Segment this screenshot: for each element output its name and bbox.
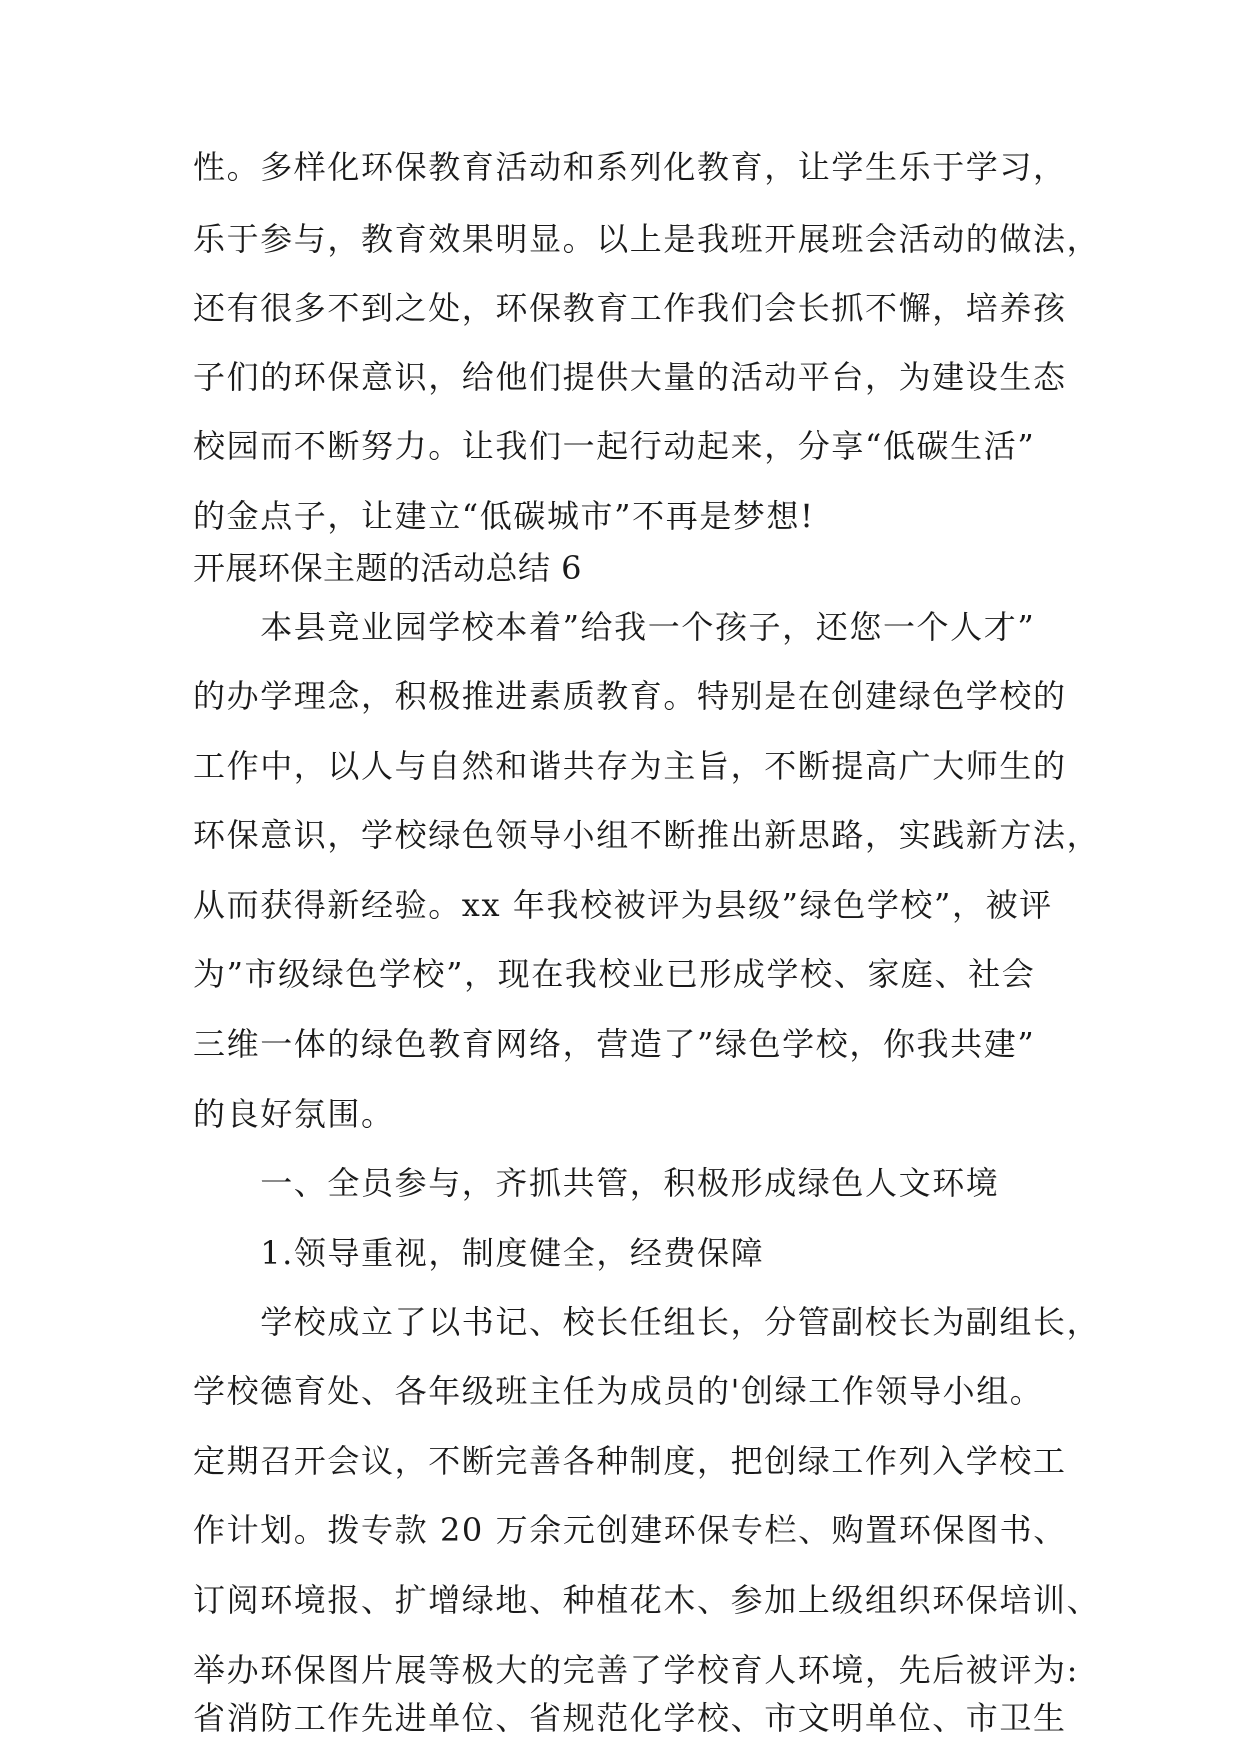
text-line: 三维一体的绿色教育网络，营造了”绿色学校，你我共建” xyxy=(193,1025,1036,1063)
text-line: 作计划。拨专款 20 万余元创建环保专栏、购置环保图书、 xyxy=(193,1511,1067,1549)
text-line: 本县竞业园学校本着”给我一个孩子，还您一个人才” xyxy=(193,608,1036,646)
text-line: 定期召开会议，不断完善各种制度，把创绿工作列入学校工 xyxy=(193,1442,1067,1480)
text-line: 的办学理念，积极推进素质教育。特别是在创建绿色学校的 xyxy=(193,677,1067,715)
text-line: 省消防工作先进单位、省规范化学校、市文明单位、市卫生 xyxy=(193,1699,1067,1737)
subheading: 一、全员参与，齐抓共管，积极形成绿色人文环境 xyxy=(193,1164,1000,1202)
text-line: 乐于参与，教育效果明显。以上是我班开展班会活动的做法， xyxy=(193,220,1101,258)
text-line: 子们的环保意识，给他们提供大量的活动平台，为建设生态 xyxy=(193,358,1067,396)
text-line: 学校成立了以书记、校长任组长，分管副校长为副组长， xyxy=(193,1303,1101,1341)
subheading: 1.领导重视，制度健全，经费保障 xyxy=(193,1234,765,1272)
text-line: 性。多样化环保教育活动和系列化教育，让学生乐于学习， xyxy=(193,148,1067,186)
text-line: 学校德育处、各年级班主任为成员的'创绿工作领导小组。 xyxy=(193,1372,1044,1410)
text-line: 举办环保图片展等极大的完善了学校育人环境，先后被评为: xyxy=(193,1651,1079,1689)
text-line: 为”市级绿色学校”，现在我校业已形成学校、家庭、社会 xyxy=(193,955,1036,993)
text-line: 校园而不断努力。让我们一起行动起来，分享“低碳生活” xyxy=(193,427,1036,465)
text-line: 的良好氛围。 xyxy=(193,1095,395,1133)
section-heading: 开展环保主题的活动总结 6 xyxy=(193,549,583,587)
text-line: 订阅环境报、扩增绿地、种植花木、参加上级组织环保培训、 xyxy=(193,1581,1101,1619)
text-line: 的金点子，让建立“低碳城市”不再是梦想! xyxy=(193,497,815,535)
text-line: 环保意识，学校绿色领导小组不断推出新思路，实践新方法， xyxy=(193,816,1101,854)
text-line: 工作中，以人与自然和谐共存为主旨，不断提高广大师生的 xyxy=(193,747,1067,785)
text-line: 还有很多不到之处，环保教育工作我们会长抓不懈，培养孩 xyxy=(193,289,1067,327)
text-line: 从而获得新经验。xx 年我校被评为县级”绿色学校”，被评 xyxy=(193,886,1053,924)
